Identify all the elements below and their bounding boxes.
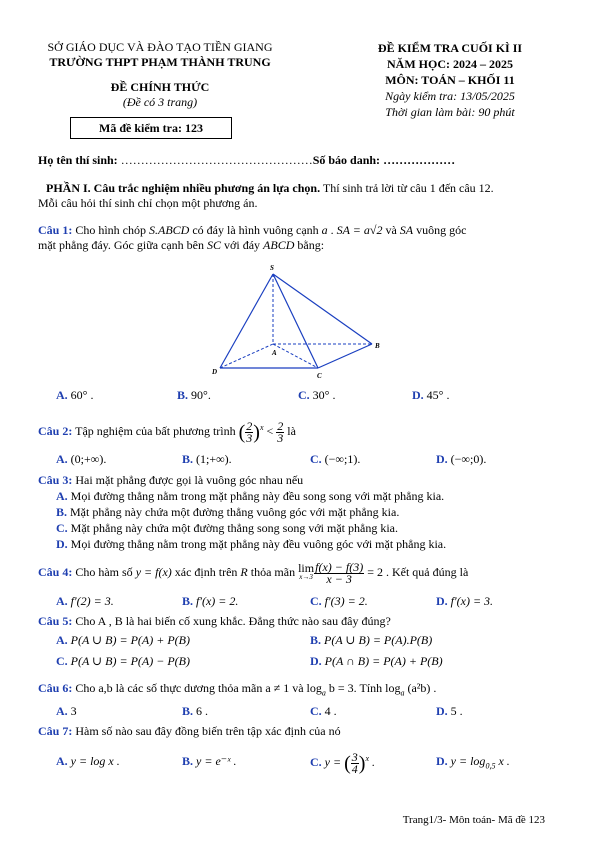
- edge-sc: [273, 274, 318, 368]
- option-text: Mọi đường thẳng nằm trong mặt phẳng này đều song song với mặt phẳng kia.: [67, 489, 445, 503]
- q6-option-d[interactable]: [436, 704, 463, 719]
- option-text: y =: [321, 755, 345, 769]
- q2-number: Câu 2:: [38, 424, 73, 438]
- option-text: 5 .: [447, 704, 463, 718]
- q3-option-d[interactable]: [56, 537, 446, 552]
- page-count: (Đề có 3 trang): [122, 95, 198, 109]
- lim-subscript: x→3: [299, 573, 313, 582]
- option-text: y = log x .: [67, 754, 120, 768]
- option-letter: C.: [298, 388, 310, 402]
- q4-option-d[interactable]: [436, 594, 493, 609]
- part1-heading: [46, 181, 566, 196]
- option-text: 3: [67, 704, 77, 718]
- part1-instruction-1: Thí sinh trả lời từ câu 1 đến câu 12.: [320, 181, 494, 195]
- q4-text: xác định trên: [171, 565, 241, 579]
- q4-function: y = f(x): [135, 565, 172, 579]
- option-letter: D.: [436, 594, 448, 608]
- q1-option-c[interactable]: [298, 388, 335, 403]
- option-text: (0;+∞).: [67, 452, 107, 466]
- log-base: 0,5: [485, 761, 496, 771]
- denominator: 3: [246, 430, 253, 445]
- q4-option-a[interactable]: [56, 594, 114, 609]
- q4-option-c[interactable]: [310, 594, 368, 609]
- edge-cb: [318, 344, 372, 368]
- edge-sd: [220, 274, 273, 368]
- q2-less-than: <: [263, 424, 277, 438]
- q2-text: là: [284, 424, 296, 438]
- denominator: x − 3: [326, 571, 352, 586]
- q1-base: ABCD: [263, 238, 295, 252]
- option-text: P(A ∪ B) = P(A) − P(B): [67, 654, 190, 668]
- q6-text: (a²b) .: [404, 681, 437, 695]
- q4-fraction: [314, 559, 364, 586]
- numerator: 2: [246, 418, 253, 433]
- label-a: A: [272, 349, 277, 357]
- q1-number: Câu 1:: [38, 223, 73, 237]
- option-letter: B.: [56, 505, 68, 519]
- q2-text: Tập nghiệm của bất phương trình: [72, 424, 239, 438]
- q1-sa: SA: [399, 223, 414, 237]
- subject: MÔN: TOÁN – KHỐI 11: [385, 73, 515, 87]
- paren-close: ): [358, 752, 366, 775]
- q1-text: .: [327, 223, 337, 237]
- q2-line: [38, 413, 558, 447]
- q6-text: Cho a,b là các số thực dương thỏa mãn a ≠ 1 và log: [72, 681, 322, 695]
- q1-text: có đáy là hình vuông cạnh: [189, 223, 322, 237]
- q1-text: bằng:: [294, 238, 325, 252]
- q5-option-c[interactable]: [56, 654, 190, 669]
- q7-fraction: [351, 749, 359, 776]
- option-text: P(A ∩ B) = P(A) + P(B): [321, 654, 443, 668]
- edge-ac: [273, 344, 318, 368]
- option-letter: A.: [56, 452, 68, 466]
- option-text: Mọi đường thẳng nằm trong mặt phẳng này đều vuông góc với mặt phẳng kia.: [67, 537, 447, 551]
- q5-option-a[interactable]: [56, 633, 190, 648]
- label-b: B: [375, 342, 380, 350]
- option-text: 4 .: [321, 704, 337, 718]
- option-letter: B.: [182, 704, 194, 718]
- option-letter: C.: [310, 594, 322, 608]
- option-letter: D.: [436, 754, 448, 768]
- option-letter: B.: [182, 754, 194, 768]
- lim-word: lim: [298, 561, 315, 576]
- option-letter: B.: [310, 633, 322, 647]
- q1-text: Cho hình chóp: [72, 223, 150, 237]
- part1-title: PHẦN I. Câu trắc nghiệm nhiều phương án lựa chọn.: [46, 181, 321, 195]
- q4-text: . Kết quả đúng là: [382, 565, 469, 579]
- q4-option-b[interactable]: [182, 594, 238, 609]
- edge-sb: [273, 274, 372, 344]
- q1-option-a[interactable]: [56, 388, 93, 403]
- name-dots: …………………………………………: [120, 153, 313, 167]
- option-text: f′(x) = 3.: [447, 594, 494, 608]
- id-label: Số báo danh:: [312, 153, 384, 167]
- option-letter: D.: [412, 388, 424, 402]
- q2-option-c[interactable]: [310, 452, 360, 467]
- option-text: x .: [495, 754, 510, 768]
- official-label: ĐỀ CHÍNH THỨC: [110, 80, 210, 94]
- option-letter: D.: [436, 452, 448, 466]
- q5-text: Cho A , B là hai biến cố xung khắc. Đẳng thức nào sau đây đúng?: [72, 614, 391, 628]
- q7-number: Câu 7:: [38, 724, 73, 738]
- q6-line: [38, 681, 558, 700]
- q2-exponent: x: [259, 423, 264, 432]
- q4-text: Cho hàm số: [72, 565, 136, 579]
- q3-option-a[interactable]: [56, 489, 444, 504]
- q6-log-base: a: [400, 688, 405, 698]
- q7-exponent: x: [365, 754, 370, 763]
- option-text: (−∞;1).: [321, 452, 361, 466]
- q3-text: Hai mặt phẳng được gọi là vuông góc nhau nếu: [72, 473, 304, 487]
- q1-text: và: [382, 223, 400, 237]
- option-letter: A.: [56, 388, 68, 402]
- q7-option-b[interactable]: [182, 754, 237, 769]
- option-letter: A.: [56, 754, 68, 768]
- q1-var-a: a: [321, 223, 328, 237]
- option-letter: B.: [182, 452, 194, 466]
- q2-option-b[interactable]: [182, 452, 232, 467]
- option-letter: A.: [56, 633, 68, 647]
- option-text: (−∞;0).: [447, 452, 487, 466]
- option-text: f′(x) = 2.: [193, 594, 239, 608]
- q7-option-c[interactable]: [310, 744, 375, 778]
- q4-equals: = 2: [364, 565, 383, 579]
- numerator: f(x) − f(3): [315, 559, 364, 574]
- option-text: 6 .: [193, 704, 209, 718]
- q2-option-a[interactable]: [56, 452, 106, 467]
- q3-number: Câu 3:: [38, 473, 73, 487]
- option-letter: C.: [310, 704, 322, 718]
- option-letter: A.: [56, 594, 68, 608]
- option-text: y = log: [447, 754, 486, 768]
- option-text: 90°.: [188, 388, 211, 402]
- option-text: y = e⁻ˣ .: [193, 754, 237, 768]
- q7-option-a[interactable]: [56, 754, 120, 769]
- school-year: NĂM HỌC: 2024 – 2025: [387, 57, 513, 71]
- q4-text: thỏa mãn: [247, 565, 299, 579]
- q5-line: [38, 614, 558, 629]
- q7-option-d[interactable]: [436, 754, 510, 773]
- exam-date: Ngày kiểm tra: 13/05/2025: [385, 89, 515, 103]
- q7-line: [38, 724, 558, 739]
- q1-line1: [38, 223, 558, 238]
- paren-open: (: [238, 421, 246, 444]
- paren-close: ): [253, 421, 260, 444]
- numerator: 3: [351, 749, 358, 764]
- option-letter: B.: [177, 388, 189, 402]
- exam-title: ĐỀ KIỂM TRA CUỐI KÌ II: [377, 41, 523, 55]
- option-letter: A.: [56, 489, 68, 503]
- q3-line: [38, 473, 558, 488]
- school-name: TRƯỜNG THPT PHẠM THÀNH TRUNG: [49, 55, 271, 69]
- option-letter: B.: [182, 594, 194, 608]
- q1-text: mặt phẳng đáy. Góc giữa cạnh bên: [38, 238, 208, 252]
- option-letter: D.: [56, 537, 68, 551]
- q6-option-c[interactable]: [310, 704, 337, 719]
- q6-option-a[interactable]: [56, 704, 77, 719]
- q5-option-d[interactable]: [310, 654, 443, 669]
- denominator: 4: [351, 761, 358, 776]
- q4-line: [38, 559, 558, 585]
- option-letter: D.: [436, 704, 448, 718]
- q1-pyramid: S.ABCD: [149, 223, 190, 237]
- q1-line2: [38, 238, 558, 253]
- department-name: SỞ GIÁO DỤC VÀ ĐÀO TẠO TIỀN GIANG: [47, 40, 273, 54]
- q6-number: Câu 6:: [38, 681, 73, 695]
- option-text: Mặt phẳng này chứa một đường thẳng vuông góc với mặt phẳng kia.: [67, 505, 400, 519]
- q4-domain: R: [240, 565, 248, 579]
- q7-text: Hàm số nào sau đây đồng biến trên tập xác định của nó: [72, 724, 341, 738]
- label-s: S: [270, 264, 274, 272]
- q1-sa-equation: SA = a√2: [336, 223, 383, 237]
- option-text: .: [369, 755, 376, 769]
- paren-open: (: [344, 752, 351, 775]
- option-text: P(A ∪ B) = P(A) + P(B): [67, 633, 190, 647]
- edge-da: [220, 344, 273, 368]
- header-left: [30, 40, 290, 110]
- option-text: 60° .: [67, 388, 94, 402]
- name-label: Họ tên thí sinh:: [38, 153, 121, 167]
- student-info-line: [38, 153, 558, 168]
- option-letter: C.: [310, 452, 322, 466]
- option-text: 45° .: [423, 388, 450, 402]
- pyramid-figure: [200, 262, 390, 382]
- q3-option-c[interactable]: [56, 521, 398, 536]
- q6-option-b[interactable]: [182, 704, 208, 719]
- option-letter: C.: [56, 654, 68, 668]
- option-text: f′(2) = 3.: [67, 594, 114, 608]
- q5-number: Câu 5:: [38, 614, 73, 628]
- option-text: Mặt phẳng này chứa một đường thẳng song song với mặt phẳng kia.: [67, 521, 398, 535]
- option-letter: A.: [56, 704, 68, 718]
- q1-text: vuông góc: [413, 223, 467, 237]
- q5-option-b[interactable]: [310, 633, 432, 648]
- q6-log-base: a: [321, 688, 326, 698]
- header-right: [330, 40, 570, 120]
- id-dots: ………………: [383, 153, 456, 167]
- option-text: (1;+∞).: [193, 452, 232, 466]
- q1-option-d[interactable]: [412, 388, 449, 403]
- q1-option-b[interactable]: [177, 388, 211, 403]
- label-d: D: [212, 368, 218, 376]
- q4-limit: [298, 561, 315, 582]
- exam-duration: Thời gian làm bài: 90 phút: [385, 105, 515, 119]
- option-letter: C.: [310, 755, 322, 769]
- q1-text: với đáy: [221, 238, 264, 252]
- q6-text: b = 3. Tính log: [325, 681, 401, 695]
- exam-code-box: Mã đề kiểm tra: 123: [70, 117, 232, 139]
- numerator: 2: [277, 418, 284, 433]
- q4-number: Câu 4:: [38, 565, 73, 579]
- option-text: f′(3) = 2.: [321, 594, 368, 608]
- denominator: 3: [277, 430, 284, 445]
- option-letter: C.: [56, 521, 68, 535]
- q2-option-d[interactable]: [436, 452, 486, 467]
- q3-option-b[interactable]: [56, 505, 399, 520]
- option-letter: D.: [310, 654, 322, 668]
- q1-sc: SC: [207, 238, 222, 252]
- part1-instruction-2: Mỗi câu hỏi thí sinh chỉ chọn một phương án.: [38, 196, 258, 210]
- option-text: 30° .: [309, 388, 336, 402]
- option-text: P(A ∪ B) = P(A).P(B): [321, 633, 433, 647]
- label-c: C: [317, 372, 322, 380]
- page-footer: Trang1/3- Môn toán- Mã đề 123: [402, 814, 545, 826]
